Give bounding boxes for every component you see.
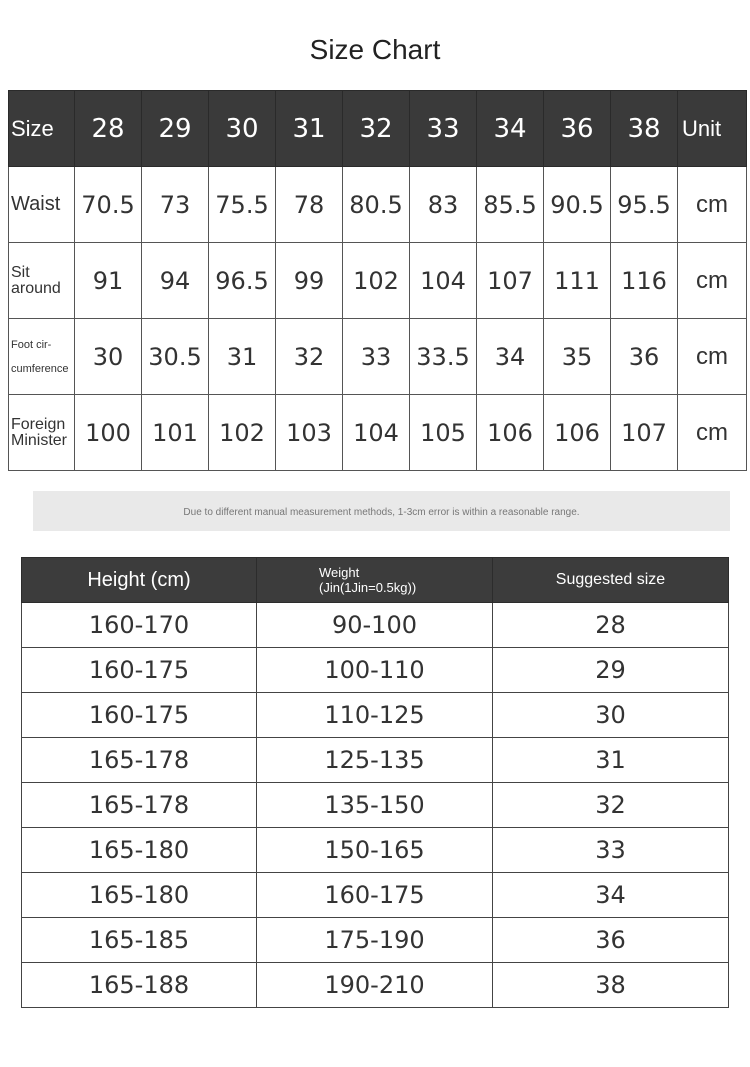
unit-cell: cm: [678, 243, 747, 319]
table-cell: 103: [276, 395, 343, 471]
size-cell: 33: [493, 828, 729, 873]
row-label-line: around: [11, 279, 61, 297]
page-title: Size Chart: [309, 34, 441, 65]
size-cell: 30: [493, 693, 729, 738]
table-cell: 104: [343, 395, 410, 471]
table-row-foreign-minister: [9, 395, 747, 471]
size-header-cell: 29: [142, 91, 209, 167]
table-row: [22, 603, 729, 648]
weight-cell: 190-210: [257, 963, 493, 1008]
size-header-label: Size: [9, 91, 75, 167]
size-cell: 28: [493, 603, 729, 648]
size-table-header: [9, 91, 747, 167]
height-cell: 165-185: [22, 918, 257, 963]
table-row-waist: [9, 167, 747, 243]
size-table: [8, 90, 747, 471]
weight-cell: 160-175: [257, 873, 493, 918]
table-cell: 94: [142, 243, 209, 319]
table-cell: 78: [276, 167, 343, 243]
table-row-sit-around: [9, 243, 747, 319]
height-cell: 165-180: [22, 828, 257, 873]
size-cell: 29: [493, 648, 729, 693]
table-cell: 99: [276, 243, 343, 319]
row-label-line: Minister: [11, 431, 68, 449]
table-cell: 85.5: [477, 167, 544, 243]
suggestion-table: [21, 557, 729, 1008]
size-header-cell: 32: [343, 91, 410, 167]
table-cell: 70.5: [75, 167, 142, 243]
table-cell: 36: [611, 319, 678, 395]
size-cell: 34: [493, 873, 729, 918]
weight-cell: 175-190: [257, 918, 493, 963]
measurement-note: Due to different manual measurement methods, 1-3cm error is within a reasonable range.: [33, 491, 730, 531]
table-row: [22, 693, 729, 738]
unit-cell: cm: [678, 319, 747, 395]
size-header-cell: 34: [477, 91, 544, 167]
table-cell: 106: [544, 395, 611, 471]
weight-header-line: (Jin(1Jin=0.5kg)): [319, 580, 417, 595]
table-cell: 111: [544, 243, 611, 319]
height-cell: 165-188: [22, 963, 257, 1008]
height-cell: 165-178: [22, 738, 257, 783]
table-cell: 91: [75, 243, 142, 319]
size-cell: 38: [493, 963, 729, 1008]
size-cell: 36: [493, 918, 729, 963]
height-cell: 165-178: [22, 783, 257, 828]
unit-cell: cm: [678, 167, 747, 243]
table-row: [22, 738, 729, 783]
row-label-foreign-minister: [9, 395, 75, 471]
table-cell: 116: [611, 243, 678, 319]
height-cell: 160-170: [22, 603, 257, 648]
table-cell: 102: [343, 243, 410, 319]
row-label-line: Foreign: [11, 415, 66, 433]
table-row: [22, 783, 729, 828]
weight-cell: 90-100: [257, 603, 493, 648]
row-label-waist: Waist: [9, 167, 75, 243]
size-header-cell: 36: [544, 91, 611, 167]
table-cell: 34: [477, 319, 544, 395]
weight-cell: 125-135: [257, 738, 493, 783]
table-row-foot-circumference: [9, 319, 747, 395]
table-cell: 30: [75, 319, 142, 395]
unit-header: Unit: [678, 91, 747, 167]
weight-header-line: Weight: [319, 565, 360, 580]
table-row: [22, 873, 729, 918]
table-cell: 105: [410, 395, 477, 471]
table-cell: 73: [142, 167, 209, 243]
table-cell: 90.5: [544, 167, 611, 243]
weight-header: [257, 558, 493, 603]
table-cell: 30.5: [142, 319, 209, 395]
table-cell: 32: [276, 319, 343, 395]
table-cell: 80.5: [343, 167, 410, 243]
row-label-line: cumference: [11, 362, 69, 375]
height-header: Height (cm): [22, 558, 257, 603]
table-cell: 83: [410, 167, 477, 243]
size-header-cell: 28: [75, 91, 142, 167]
table-cell: 33.5: [410, 319, 477, 395]
weight-cell: 100-110: [257, 648, 493, 693]
suggested-size-header: Suggested size: [493, 558, 729, 603]
table-cell: 107: [477, 243, 544, 319]
table-row: [22, 828, 729, 873]
table-cell: 96.5: [209, 243, 276, 319]
table-cell: 100: [75, 395, 142, 471]
table-row: [22, 963, 729, 1008]
row-label-line: Foot cir-: [11, 338, 52, 351]
table-cell: 101: [142, 395, 209, 471]
row-label-sit-around: [9, 243, 75, 319]
table-row: [22, 648, 729, 693]
size-header-cell: 31: [276, 91, 343, 167]
table-cell: 107: [611, 395, 678, 471]
suggestion-table-header: [22, 558, 729, 603]
unit-cell: cm: [678, 395, 747, 471]
table-cell: 35: [544, 319, 611, 395]
size-header-cell: 33: [410, 91, 477, 167]
weight-cell: 135-150: [257, 783, 493, 828]
weight-cell: 150-165: [257, 828, 493, 873]
table-cell: 75.5: [209, 167, 276, 243]
height-cell: 160-175: [22, 648, 257, 693]
table-cell: 95.5: [611, 167, 678, 243]
table-cell: 31: [209, 319, 276, 395]
table-cell: 104: [410, 243, 477, 319]
table-cell: 102: [209, 395, 276, 471]
height-cell: 165-180: [22, 873, 257, 918]
row-label-line: Sit: [11, 263, 30, 281]
table-cell: 106: [477, 395, 544, 471]
size-header-cell: 38: [611, 91, 678, 167]
row-label-foot-circumference: [9, 319, 75, 395]
size-cell: 32: [493, 783, 729, 828]
size-cell: 31: [493, 738, 729, 783]
weight-cell: 110-125: [257, 693, 493, 738]
size-header-cell: 30: [209, 91, 276, 167]
height-cell: 160-175: [22, 693, 257, 738]
table-cell: 33: [343, 319, 410, 395]
table-row: [22, 918, 729, 963]
